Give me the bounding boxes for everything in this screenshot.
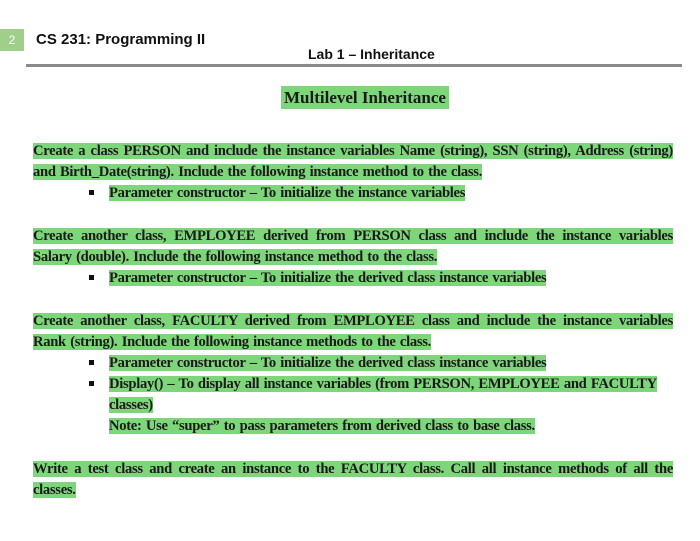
employee-method-list bbox=[33, 268, 673, 289]
method-description: Parameter constructor – To initialize the instance variables bbox=[109, 185, 466, 201]
bullet-icon bbox=[89, 275, 94, 280]
faculty-class-description: Create another class, FACULTY derived from EMPLOYEE class and include the instance variables Rank (string). Include the following instance methods to the class. bbox=[33, 313, 673, 350]
page-number-badge: 2 bbox=[0, 29, 24, 51]
list-item bbox=[89, 183, 673, 204]
employee-class-description: Create another class, EMPLOYEE derived from PERSON class and include the instance variables Salary (double). Include the following instance method to the class. bbox=[33, 228, 673, 265]
section-heading bbox=[0, 88, 700, 108]
person-method-list bbox=[33, 183, 673, 204]
employee-class-section bbox=[33, 226, 673, 289]
course-title: CS 231: Programming II bbox=[36, 31, 206, 48]
list-item bbox=[89, 353, 673, 374]
test-class-description: Write a test class and create an instance to the FACULTY class. Call all instance methods of all the classes. bbox=[33, 461, 673, 498]
header-divider bbox=[26, 64, 682, 67]
note-wrapper bbox=[33, 416, 673, 437]
assignment-body bbox=[33, 141, 673, 523]
person-class-section bbox=[33, 141, 673, 204]
method-description: Parameter constructor – To initialize the derived class instance variables bbox=[109, 355, 547, 371]
list-item bbox=[89, 268, 673, 289]
method-description: Parameter constructor – To initialize the derived class instance variables bbox=[109, 270, 547, 286]
super-note: Note: Use “super” to pass parameters from derived class to base class. bbox=[109, 418, 535, 434]
test-class-section bbox=[33, 459, 673, 501]
list-item bbox=[89, 374, 673, 416]
bullet-icon bbox=[89, 360, 94, 365]
bullet-icon bbox=[89, 381, 94, 386]
bullet-icon bbox=[89, 190, 94, 195]
section-heading-text: Multilevel Inheritance bbox=[281, 86, 449, 109]
faculty-method-list bbox=[33, 353, 673, 416]
method-description: Display() – To display all instance variables (from PERSON, EMPLOYEE and FACULTY classes) bbox=[109, 376, 657, 413]
faculty-class-section bbox=[33, 311, 673, 437]
lab-title: Lab 1 – Inheritance bbox=[308, 46, 435, 62]
person-class-description: Create a class PERSON and include the instance variables Name (string), SSN (string), Address (string) and Birth_Date(string). Include the following instance method to the class. bbox=[33, 143, 673, 180]
